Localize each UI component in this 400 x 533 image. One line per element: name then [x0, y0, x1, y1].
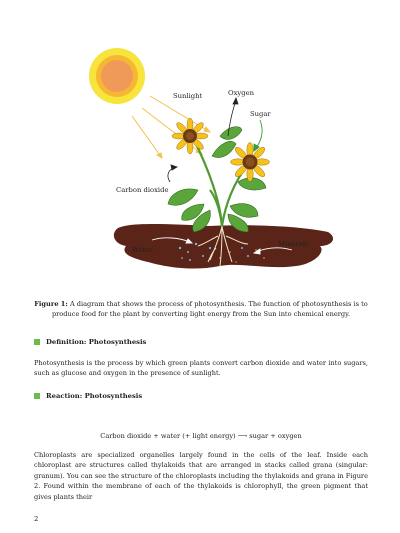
page-number: 2: [34, 515, 39, 523]
definition-paragraph: Photosynthesis is the process by which green plants convert carbon dioxide and water into sugars, such as glucose and oxygen in the presence of sunlight.: [34, 359, 368, 378]
heading-square-icon: [34, 339, 40, 345]
sun-icon: [89, 48, 145, 104]
definition-heading: [34, 338, 146, 346]
figure-caption: [34, 299, 368, 319]
label-minerals: Minerals: [278, 240, 309, 248]
label-sunlight: Sunlight: [173, 92, 203, 100]
photosynthesis-diagram: [70, 40, 350, 290]
label-sugar: Sugar: [250, 110, 271, 118]
body-paragraph: Chloroplasts are specialized organelles largely found in the cells of the leaf. Inside each chloroplast are structures called thylakoids that are arranged in stacks called grana (singular: granum). You can see the structure of the chloroplasts including the thylakoids and grana in Figure 2. Found within the membrane of each of the thylakoids is chlorophyll, the green pigment that gives plants their: [34, 451, 368, 501]
figure-caption-label: Figure 1:: [34, 300, 68, 308]
label-water: Water: [132, 246, 153, 254]
figure-caption-text: A diagram that shows the process of photosynthesis. The function of photosynthesis is to produce food for the plant by converting light energy from the Sun into chemical energy.: [51, 300, 368, 318]
definition-heading-text: Definition: Photosynthesis: [46, 338, 147, 346]
sunflower-left: [172, 118, 208, 154]
sunflower-right: [231, 143, 270, 182]
carbon-dioxide-arrow: [168, 165, 177, 182]
photosynthesis-equation: Carbon dioxide + water (+ light energy) ⟶ sugar + oxygen: [100, 432, 302, 440]
label-oxygen: Oxygen: [228, 89, 254, 97]
sugar-arrow: [254, 120, 262, 151]
reaction-heading: [34, 392, 142, 400]
heading-square-icon: [34, 393, 40, 399]
diagram-svg: [70, 40, 350, 290]
reaction-heading-text: Reaction: Photosynthesis: [46, 392, 143, 400]
label-carbon-dioxide: Carbon dioxide: [116, 186, 169, 194]
